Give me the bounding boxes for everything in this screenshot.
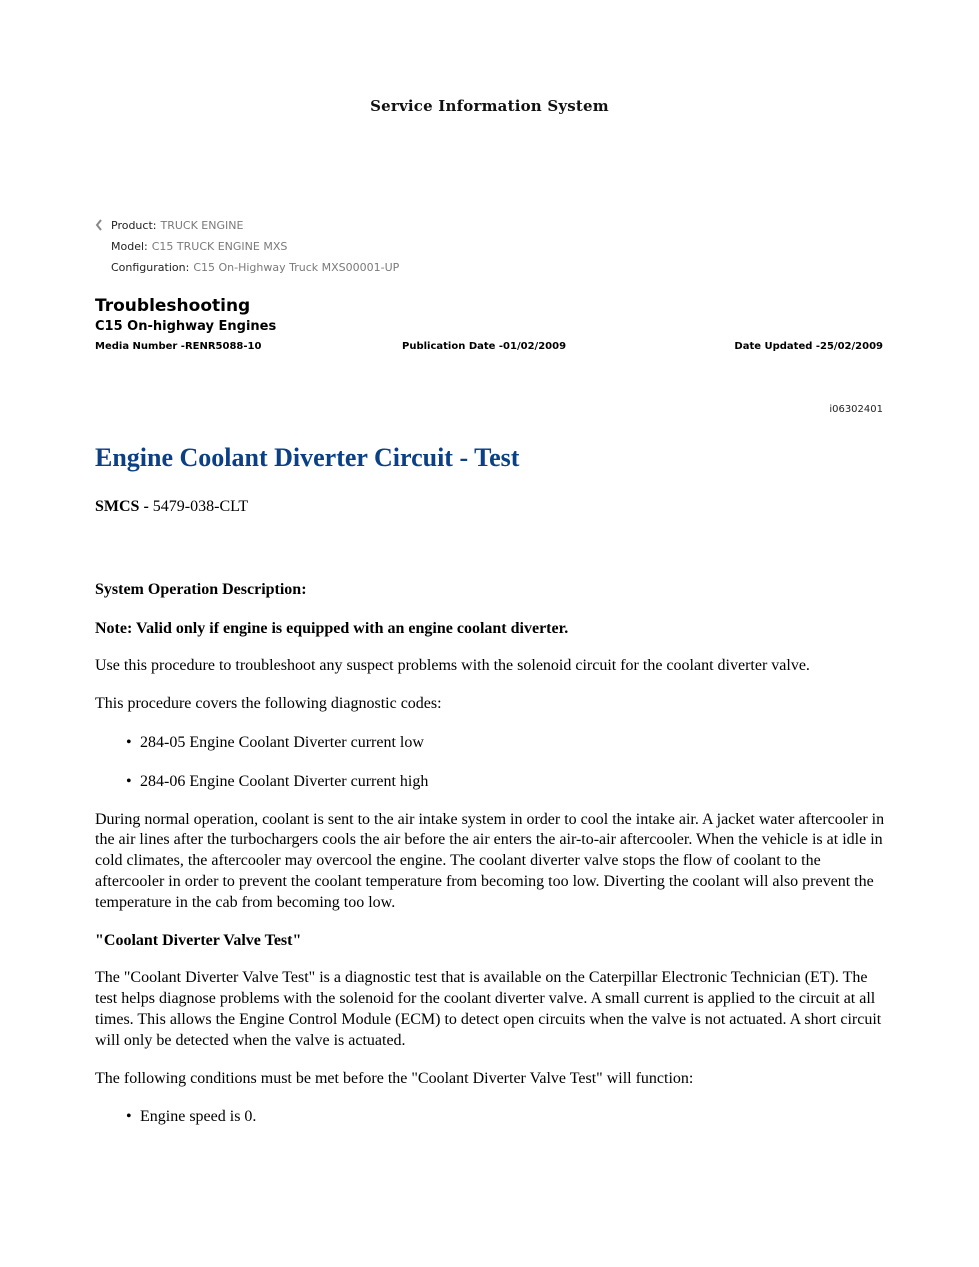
document-meta (95, 341, 883, 357)
paragraph-operation: During normal operation, coolant is sent to the air intake system in order to cool the intake air. A jacket water aftercooler in the air lines after the turbochargers cools the air before the air enters the air-to-air aftercooler. When the vehicle is at idle in cold climates, the aftercooler may overcool the engine. The coolant diverter valve stops the flow of coolant to the aftercooler in order to prevent the coolant temperature from becoming too low. Diverting the coolant will also prevent the temperature in the cab from becoming too low. (95, 810, 885, 911)
model-row (95, 236, 399, 257)
product-row (95, 215, 399, 236)
document-id: i06302401 (829, 404, 883, 415)
system-title: Service Information System (370, 97, 609, 115)
list-item: • 284-05 Engine Coolant Diverter current low (126, 733, 424, 751)
smcs-line (95, 497, 885, 518)
product-info (95, 215, 399, 278)
paragraph-conditions: The following conditions must be met before the "Coolant Diverter Valve Test" will function: (95, 1069, 694, 1087)
article-content (95, 441, 885, 1128)
paragraph-intro: Use this procedure to troubleshoot any suspect problems with the solenoid circuit for the coolant diverter valve. (95, 657, 810, 675)
configuration-row (95, 257, 399, 278)
document-subtitle: C15 On-highway Engines (95, 319, 277, 334)
model-value: C15 TRUCK ENGINE MXS (151, 240, 288, 253)
note: Note: Valid only if engine is equipped with an engine coolant diverter. (95, 619, 569, 637)
list-item: • Engine speed is 0. (126, 1108, 257, 1126)
chevron-left-icon[interactable] (95, 219, 103, 231)
article-heading: Engine Coolant Diverter Circuit - Test (95, 443, 520, 472)
configuration-label: Configuration: (111, 261, 190, 274)
diagnostic-code-list (95, 733, 885, 793)
smcs-value: 5479-038-CLT (152, 498, 249, 515)
document-title: Troubleshooting (95, 296, 251, 316)
document-title-block (95, 295, 883, 357)
product-label: Product: (111, 219, 157, 232)
date-updated: Date Updated -25/02/2009 (734, 341, 883, 352)
list-item: • 284-06 Engine Coolant Diverter current high (126, 772, 429, 790)
smcs-label: SMCS - (95, 498, 149, 515)
paragraph-codes-intro: This procedure covers the following diagnostic codes: (95, 695, 442, 713)
configuration-value: C15 On-Highway Truck MXS00001-UP (193, 261, 400, 274)
model-label: Model: (111, 240, 148, 253)
section-heading: System Operation Description: (95, 580, 307, 598)
test-heading: "Coolant Diverter Valve Test" (95, 931, 302, 949)
paragraph-test: The "Coolant Diverter Valve Test" is a diagnostic test that is available on the Caterpillar Electronic Technician (ET). The test helps diagnose problems with the solenoid for the coolant diverter valve. A small current is applied to the circuit at all times. This allows the Engine Control Module (ECM) to detect open circuits when the valve is not actuated. A short circuit will only be detected when the valve is actuated. (95, 969, 882, 1049)
product-value: TRUCK ENGINE (160, 219, 244, 232)
media-number: Media Number -RENR5088-10 (95, 341, 262, 352)
condition-list (95, 1107, 885, 1128)
publication-date: Publication Date -01/02/2009 (402, 341, 567, 352)
